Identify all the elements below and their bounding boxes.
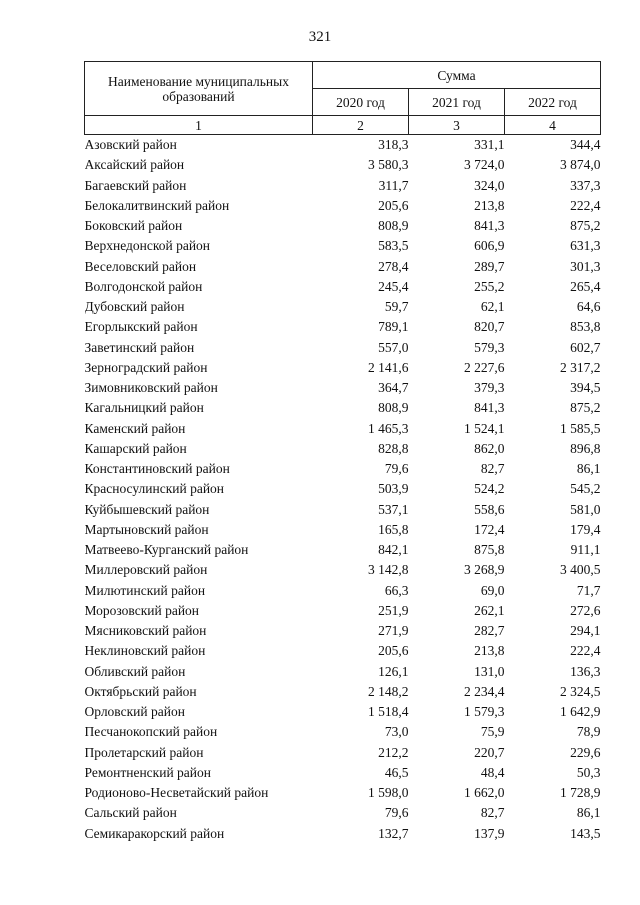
value-2022: 3 874,0 — [560, 157, 601, 173]
value-2020: 808,9 — [378, 400, 409, 416]
value-2021: 558,6 — [474, 501, 505, 517]
value-2022: 222,4 — [570, 197, 601, 213]
budget-table — [84, 61, 601, 844]
municipality-name: Сальский район — [84, 805, 177, 821]
table-row — [85, 520, 601, 540]
value-2022: 136,3 — [570, 663, 601, 679]
value-2021: 841,3 — [474, 218, 505, 233]
value-2022: 229,6 — [570, 744, 601, 760]
value-2022: 222,4 — [570, 643, 601, 659]
value-2022: 71,7 — [576, 582, 601, 598]
municipality-name: Азовский район — [84, 137, 177, 152]
value-2021: 579,3 — [474, 339, 505, 355]
value-2020: 1 598,0 — [368, 785, 409, 800]
value-2022: 301,3 — [570, 258, 601, 274]
value-2022: 2 317,2 — [560, 359, 601, 375]
value-2022: 294,1 — [570, 623, 601, 638]
table-row — [85, 682, 601, 702]
value-2022: 896,8 — [570, 440, 601, 456]
value-2020: 73,0 — [384, 724, 409, 740]
table-row — [85, 297, 601, 317]
table-row — [85, 176, 601, 196]
value-2020: 2 148,2 — [368, 683, 409, 699]
value-2022: 337,3 — [570, 177, 601, 193]
value-2021: 3 724,0 — [464, 157, 505, 173]
column-number-3: 3 — [409, 116, 505, 135]
municipality-name: Родионово-Несветайский район — [84, 785, 269, 800]
table-row — [85, 257, 601, 277]
table-row — [85, 439, 601, 459]
municipality-name: Милютинский район — [84, 582, 206, 598]
value-2022: 3 400,5 — [560, 562, 601, 578]
value-2020: 79,6 — [384, 805, 409, 821]
table-row — [85, 500, 601, 520]
municipality-name: Семикаракорский район — [84, 825, 225, 841]
value-2021: 255,2 — [474, 278, 505, 294]
value-2021: 1 579,3 — [464, 704, 505, 719]
municipality-name: Ремонтненский район — [84, 764, 211, 780]
value-2020: 132,7 — [378, 825, 409, 841]
value-2022: 581,0 — [570, 501, 601, 517]
value-2020: 271,9 — [378, 623, 409, 638]
municipality-name: Неклиновский район — [84, 643, 206, 659]
value-2020: 503,9 — [378, 481, 409, 497]
value-2020: 364,7 — [378, 380, 409, 395]
value-2022: 86,1 — [576, 461, 601, 476]
table-header — [85, 62, 601, 135]
value-2020: 318,3 — [378, 137, 409, 152]
municipality-name: Дубовский район — [84, 299, 185, 314]
value-2022: 875,2 — [570, 400, 601, 416]
value-2022: 545,2 — [570, 481, 601, 497]
value-2021: 2 227,6 — [464, 359, 505, 375]
value-2022: 265,4 — [570, 278, 601, 294]
value-2021: 875,8 — [474, 542, 505, 557]
value-2022: 2 324,5 — [560, 683, 601, 699]
municipality-name: Кагальницкий район — [84, 400, 204, 416]
value-2021: 1 662,0 — [464, 785, 505, 800]
value-2020: 245,4 — [378, 278, 409, 294]
page-number: 321 — [308, 29, 332, 45]
table-row — [85, 601, 601, 621]
value-2020: 59,7 — [384, 299, 409, 314]
table-row — [85, 338, 601, 358]
value-2022: 50,3 — [576, 764, 601, 780]
table-row — [85, 277, 601, 297]
value-2021: 289,7 — [474, 258, 505, 274]
municipality-name: Волгодонской район — [84, 278, 203, 294]
value-2022: 394,5 — [570, 380, 601, 395]
municipality-name: Зерноградский район — [84, 359, 208, 375]
value-2020: 205,6 — [378, 197, 409, 213]
municipality-name: Морозовский район — [84, 602, 200, 618]
value-2021: 324,0 — [474, 177, 505, 193]
value-2020: 1 465,3 — [368, 420, 409, 436]
year-2021-header: 2021 год — [409, 89, 505, 116]
table-row — [85, 783, 601, 803]
value-2022: 1 642,9 — [560, 704, 601, 719]
table-row — [85, 763, 601, 783]
value-2021: 82,7 — [480, 461, 505, 476]
value-2022: 143,5 — [570, 825, 601, 841]
value-2020: 311,7 — [378, 177, 409, 193]
municipality-name: Каменский район — [84, 420, 186, 436]
municipality-name: Песчанокопский район — [84, 724, 218, 740]
municipality-name: Октябрьский район — [84, 683, 197, 699]
column-number-1: 1 — [85, 116, 313, 135]
table-row — [85, 702, 601, 722]
value-2021: 137,9 — [474, 825, 505, 841]
table-row — [85, 459, 601, 479]
value-2022: 631,3 — [570, 238, 601, 254]
value-2020: 537,1 — [378, 501, 409, 517]
value-2021: 820,7 — [474, 319, 505, 335]
municipality-name: Константиновский район — [84, 461, 230, 476]
municipality-name: Матвеево-Курганский район — [84, 542, 249, 557]
value-2022: 853,8 — [570, 319, 601, 335]
value-2021: 2 234,4 — [464, 683, 505, 699]
value-2022: 1 728,9 — [560, 785, 601, 800]
municipality-name: Красносулинский район — [84, 481, 225, 497]
value-2020: 79,6 — [384, 461, 409, 476]
value-2020: 66,3 — [384, 582, 409, 598]
table-row — [85, 743, 601, 763]
table-row — [85, 621, 601, 641]
municipality-name: Мартыновский район — [84, 521, 209, 537]
table-row — [85, 358, 601, 378]
value-2022: 344,4 — [570, 137, 601, 152]
table-row — [85, 378, 601, 398]
column-number-4: 4 — [505, 116, 601, 135]
value-2022: 911,1 — [570, 542, 601, 557]
table-row — [85, 317, 601, 337]
value-2020: 251,9 — [378, 602, 409, 618]
municipality-name: Аксайский район — [84, 157, 185, 173]
table-row — [85, 581, 601, 601]
value-2020: 3 142,8 — [368, 562, 409, 578]
table-row — [85, 803, 601, 823]
column-number-2: 2 — [313, 116, 409, 135]
municipality-name: Егорлыкский район — [84, 319, 198, 335]
value-2021: 213,8 — [474, 643, 505, 659]
municipality-name: Верхнедонской район — [84, 238, 211, 254]
value-2021: 282,7 — [474, 623, 505, 638]
table-row — [85, 824, 601, 844]
value-2020: 126,1 — [378, 663, 409, 679]
municipality-name: Пролетарский район — [84, 744, 204, 760]
table-row — [85, 135, 601, 156]
municipality-name: Белокалитвинский район — [84, 197, 230, 213]
value-2021: 220,7 — [474, 744, 505, 760]
table-row — [85, 560, 601, 580]
year-2022-header: 2022 год — [505, 89, 601, 116]
value-2020: 1 518,4 — [368, 704, 409, 719]
municipality-name: Боковский район — [84, 218, 183, 233]
value-2022: 86,1 — [576, 805, 601, 821]
value-2020: 205,6 — [378, 643, 409, 659]
value-2021: 3 268,9 — [464, 562, 505, 578]
value-2021: 69,0 — [480, 582, 505, 598]
value-2020: 165,8 — [378, 521, 409, 537]
value-2022: 78,9 — [576, 724, 601, 740]
municipality-name: Веселовский район — [84, 258, 197, 274]
value-2022: 272,6 — [570, 602, 601, 618]
municipality-name: Кашарский район — [84, 440, 187, 456]
value-2021: 606,9 — [474, 238, 505, 254]
municipality-name: Зимовниковский район — [84, 380, 218, 395]
table-row — [85, 662, 601, 682]
value-2020: 789,1 — [378, 319, 409, 335]
year-2020-header: 2020 год — [313, 89, 409, 116]
value-2020: 3 580,3 — [368, 157, 409, 173]
table-row — [85, 236, 601, 256]
table-row — [85, 540, 601, 560]
table-row — [85, 196, 601, 216]
value-2022: 875,2 — [570, 218, 601, 233]
value-2021: 48,4 — [480, 764, 505, 780]
municipality-name: Миллеровский район — [84, 562, 208, 578]
value-2020: 278,4 — [378, 258, 409, 274]
value-2020: 808,9 — [378, 218, 409, 233]
sum-column-header: Сумма — [313, 62, 601, 89]
value-2022: 1 585,5 — [560, 420, 601, 436]
municipality-name: Орловский район — [84, 704, 185, 719]
value-2020: 583,5 — [378, 238, 409, 254]
value-2021: 1 524,1 — [464, 420, 505, 436]
value-2021: 62,1 — [480, 299, 505, 314]
value-2021: 524,2 — [474, 481, 505, 497]
value-2021: 262,1 — [474, 602, 505, 618]
value-2021: 379,3 — [474, 380, 505, 395]
table-row — [85, 641, 601, 661]
value-2022: 602,7 — [570, 339, 601, 355]
value-2022: 179,4 — [570, 521, 601, 537]
table-row — [85, 479, 601, 499]
value-2021: 213,8 — [474, 197, 505, 213]
municipality-name: Обливский район — [84, 663, 186, 679]
value-2021: 75,9 — [480, 724, 505, 740]
municipality-name: Заветинский район — [84, 339, 195, 355]
value-2020: 212,2 — [378, 744, 409, 760]
value-2021: 862,0 — [474, 440, 505, 456]
municipality-column-header: Наименование муниципальных образований — [85, 62, 313, 116]
value-2020: 828,8 — [378, 440, 409, 456]
table-body — [85, 135, 601, 844]
value-2021: 841,3 — [474, 400, 505, 416]
table-row — [85, 398, 601, 418]
value-2021: 131,0 — [474, 663, 505, 679]
value-2022: 64,6 — [576, 299, 601, 314]
value-2020: 842,1 — [378, 542, 409, 557]
value-2020: 2 141,6 — [368, 359, 409, 375]
table-row — [85, 419, 601, 439]
value-2020: 46,5 — [384, 764, 409, 780]
value-2020: 557,0 — [378, 339, 409, 355]
value-2021: 172,4 — [474, 521, 505, 537]
value-2021: 82,7 — [480, 805, 505, 821]
table-row — [85, 216, 601, 236]
municipality-name: Мясниковский район — [84, 623, 207, 638]
table-row — [85, 722, 601, 742]
municipality-name: Куйбышевский район — [84, 501, 210, 517]
municipality-name: Багаевский район — [84, 177, 187, 193]
table-row — [85, 155, 601, 175]
value-2021: 331,1 — [474, 137, 505, 152]
